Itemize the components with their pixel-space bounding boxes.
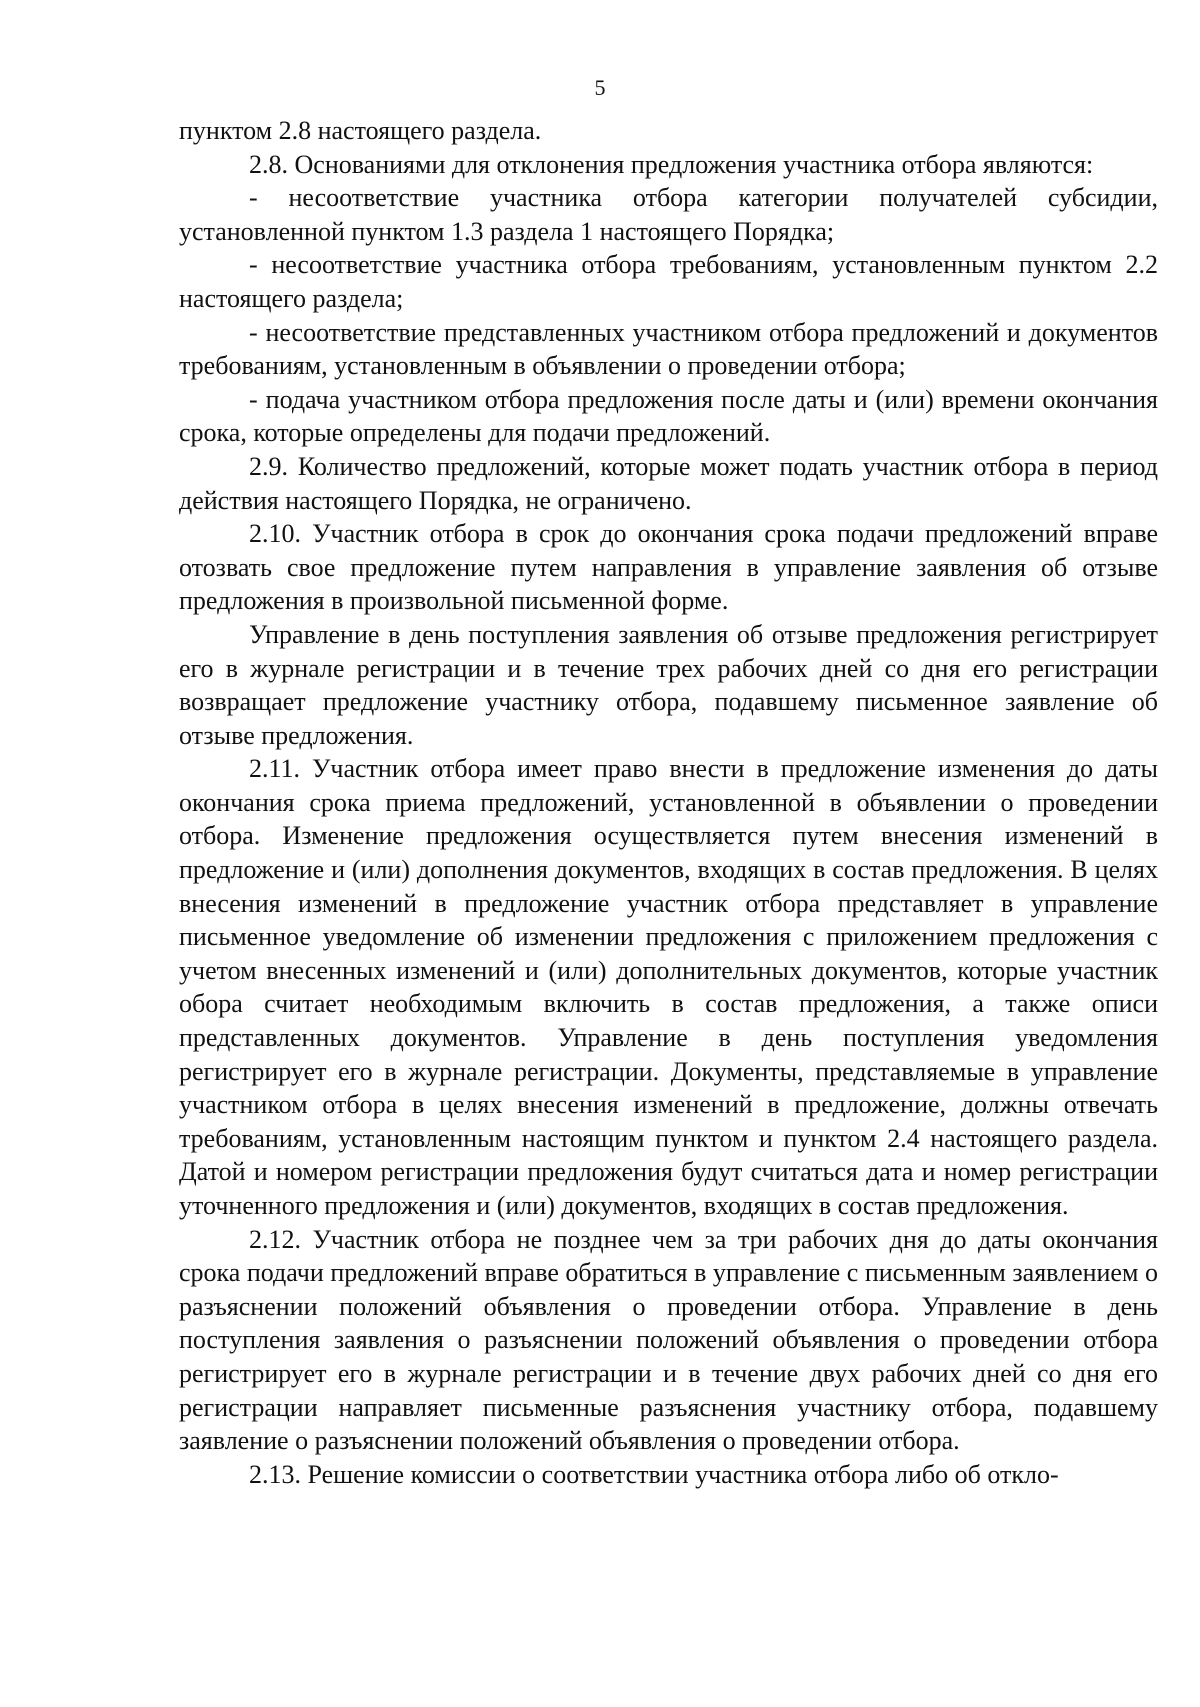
paragraph: - несоответствие участника отбора категории получателей субсидии, установленной пунктом 1.3 раздела 1 настоящего Порядка; <box>179 183 1158 246</box>
paragraph: - подача участником отбора предложения после даты и (или) времени окончания срока, которые определены для подачи предложений. <box>179 384 1158 448</box>
paragraph: 2.9. Количество предложений, которые может подать участник отбора в период действия настоящего Порядка, не ограничено. <box>179 451 1158 515</box>
paragraph: - несоответствие представленных участником отбора предложений и документов требованиям, установленным в объявлении о проведении отбора; <box>179 317 1158 381</box>
paragraph: 2.10. Участник отбора в срок до окончания срока подачи предложений вправе отозвать свое предложение путем направления в управление заявления об отзыве предложения в произвольной письменной форме. <box>179 519 1158 616</box>
paragraph: пунктом 2.8 настоящего раздела. <box>179 116 542 145</box>
paragraph: 2.12. Участник отбора не позднее чем за три рабочих дня до даты окончания срока подачи предложений вправе обратиться в управление с письменным заявлением о разъяснении положений объявления о проведении отбора. Управление в день поступления заявления о разъяснении положений объявления о проведении отбора регистрирует его в журнале регистрации и в течение двух рабочих дней со дня его регистрации направляет письменные разъяснения участнику отбора, подавшему заявление о разъяснении положений объявления о проведении отбора. <box>179 1224 1158 1456</box>
paragraph: 2.8. Основаниями для отклонения предложения участника отбора являются: <box>249 149 1094 179</box>
paragraph: 2.13. Решение комиссии о соответствии участника отбора либо об откло- <box>249 1459 1059 1489</box>
document-body <box>179 114 1158 1491</box>
paragraph: 2.11. Участник отбора имеет право внести в предложение изменения до даты окончания срока приема предложений, установленной в объявлении о проведении отбора. Изменение предложения осуществляется путем внесения изменений в предложение и (или) дополнения документов, входящих в состав предложения. В целях внесения изменений в предложение участник отбора представляет в управление письменное уведомление об изменении предложения с приложением предложения с учетом внесенных изменений и (или) дополнительных документов, которые участник обора считает необходимым включить в состав предложения, а также описи представленных документов. Управление в день поступления уведомления регистрирует его в журнале регистрации. Документы, представляемые в управление участником отбора в целях внесения изменений в предложение, должны отвечать требованиям, установленным настоящим пунктом и пунктом 2.4 настоящего раздела. Датой и номером регистрации предложения будут считаться дата и номер регистрации уточненного предложения и (или) документов, входящих в состав предложения. <box>179 754 1158 1220</box>
paragraph: - несоответствие участника отбора требованиям, установленным пунктом 2.2 настоящего раздела; <box>179 250 1158 313</box>
page-number: 5 <box>594 75 606 100</box>
paragraph: Управление в день поступления заявления об отзыве предложения регистрирует его в журнале регистрации и в течение трех рабочих дней со дня его регистрации возвращает предложение участнику отбора, подавшему письменное заявление об отзыве предложения. <box>179 619 1158 750</box>
